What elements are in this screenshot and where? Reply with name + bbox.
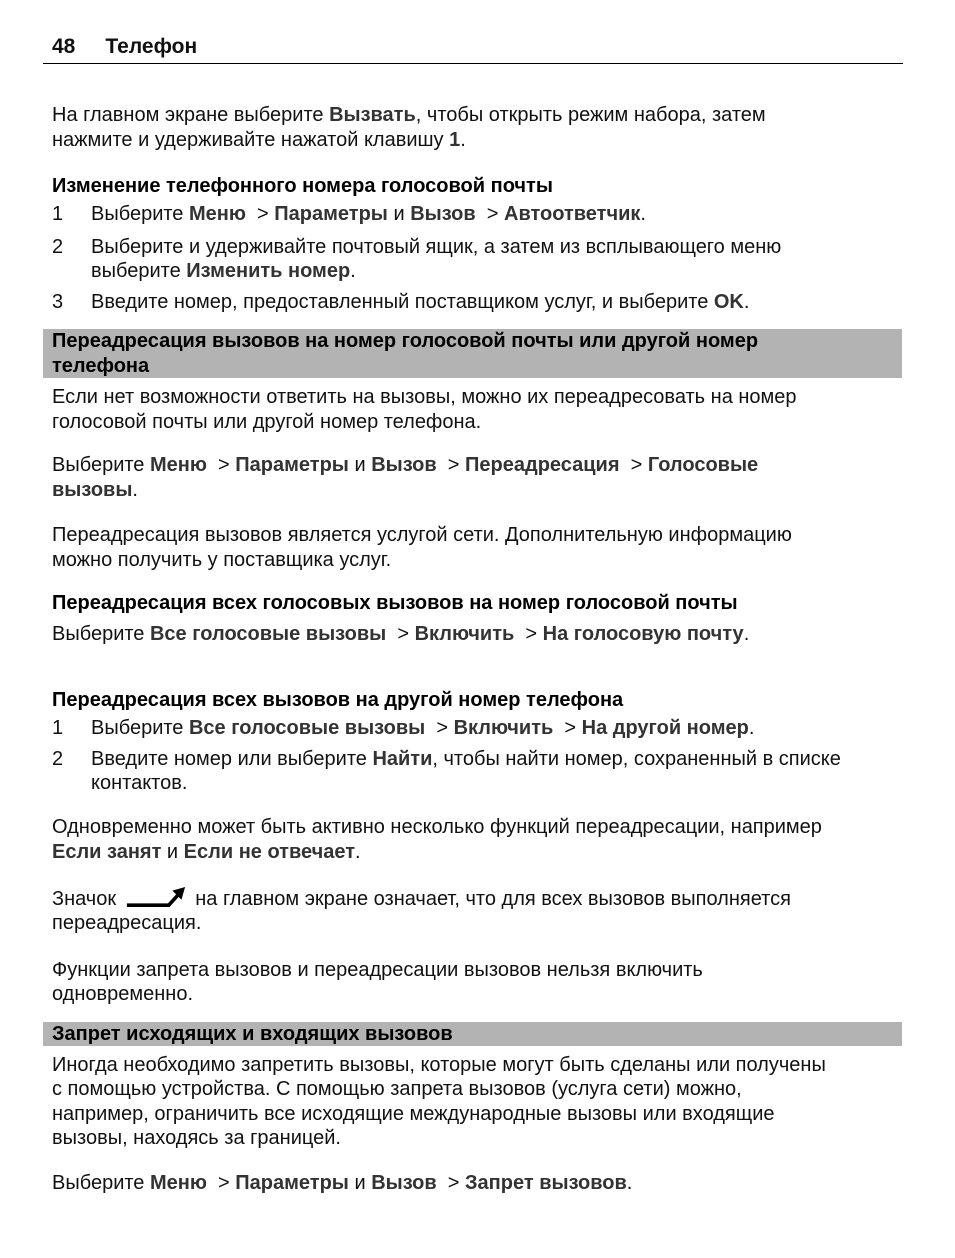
text-line (52, 103, 902, 128)
menu-path-term: OK (713, 291, 744, 313)
menu-path-term: 1 (449, 128, 461, 151)
menu-path-term: Вызов (410, 202, 476, 225)
text-line (52, 688, 902, 713)
list-number: 1 (52, 202, 64, 225)
text-line (52, 523, 902, 548)
menu-path-term: Все голосовые вызовы (188, 716, 426, 739)
menu-path-term: Параметры (274, 202, 388, 225)
menu-path-term: Параметры (235, 454, 349, 476)
text: . (743, 622, 750, 645)
text-line (91, 747, 902, 772)
text: голосовой почты или другой номер телефона. (52, 410, 482, 433)
list-item (52, 716, 902, 741)
text: > (436, 1171, 466, 1194)
text: > (619, 454, 648, 476)
text: . (460, 128, 466, 151)
text: . (350, 260, 356, 282)
text: > (553, 716, 582, 739)
text: . (355, 840, 361, 863)
list-item (52, 290, 902, 315)
text: Одновременно может быть активно несколько функций переадресации, например (52, 816, 822, 838)
text-line (52, 174, 902, 199)
text: можно получить у поставщика услуг. (52, 548, 392, 571)
header-rule (43, 63, 903, 64)
subheading (52, 688, 902, 713)
section-heading (43, 1022, 902, 1047)
menu-path-term: Голосовые (647, 454, 759, 476)
text: вызовы, находясь за границей. (52, 1127, 341, 1149)
text-line (52, 591, 902, 616)
call-forward-icon (122, 887, 190, 907)
menu-path-term: Меню (149, 1171, 207, 1194)
text-line (52, 982, 902, 1007)
text-line (52, 958, 902, 983)
text-line (52, 453, 902, 478)
text: телефона (52, 354, 150, 377)
text: > (386, 622, 415, 645)
paragraph (52, 453, 902, 502)
list-number: 1 (52, 716, 64, 739)
text: контактов. (91, 772, 188, 794)
text-line (91, 716, 902, 741)
list-item-text (91, 716, 902, 741)
section-heading (43, 329, 902, 378)
text: Переадресация всех голосовых вызовов на номер голосовой почты (52, 591, 738, 614)
menu-path-term: Если не отвечает (183, 840, 356, 863)
paragraph (52, 622, 902, 647)
text: и (161, 840, 184, 863)
menu-path-term: На другой номер (581, 716, 749, 739)
menu-path-term: Включить (453, 716, 554, 739)
text: переадресация. (52, 912, 202, 934)
text: Выберите (91, 202, 189, 225)
text: Выберите и удерживайте почтовый ящик, а затем из всплывающего меню (91, 235, 782, 258)
text: Переадресация вызовов на номер голосовой почты или другой номер (52, 330, 759, 352)
text: например, ограничить все исходящие международные вызовы или входящие (52, 1102, 775, 1125)
text: Выберите (52, 1171, 150, 1194)
paragraph (52, 958, 902, 1007)
text: > (436, 454, 466, 476)
text-line (52, 1053, 902, 1078)
text-line (52, 1171, 902, 1196)
text: , чтобы найти номер, сохраненный в списке (432, 747, 841, 770)
menu-path-term: На голосовую почту (542, 622, 744, 645)
subheading (52, 591, 902, 616)
menu-path-term: Изменить номер (186, 260, 351, 282)
text-line (52, 410, 902, 435)
text-line (52, 887, 902, 912)
menu-path-term: Запрет вызовов (465, 1171, 627, 1194)
text-line (52, 622, 902, 647)
text: Если нет возможности ответить на вызовы, можно их переадресовать на номер (52, 386, 797, 408)
text: Выберите (52, 454, 150, 476)
text-line (52, 815, 902, 840)
text: и (348, 1171, 372, 1194)
paragraph (52, 385, 902, 434)
text-line (52, 1077, 902, 1102)
paragraph (52, 815, 902, 864)
paragraph (52, 887, 902, 936)
text-line (91, 202, 902, 227)
text-line (52, 478, 902, 503)
list-item (52, 235, 902, 284)
list-item-text (91, 202, 902, 227)
text: . (748, 716, 755, 739)
paragraph (52, 1053, 902, 1151)
text-line (52, 354, 902, 379)
text: и (348, 454, 372, 476)
text: > (206, 454, 236, 476)
text-line (52, 1102, 902, 1127)
text-line (52, 1022, 902, 1047)
list-number: 2 (52, 747, 64, 770)
text-line (52, 1126, 902, 1151)
text: . (640, 202, 646, 225)
list-item-text (91, 747, 902, 796)
menu-path-term: Меню (188, 202, 246, 225)
menu-path-term: Меню (149, 454, 207, 476)
menu-path-term: Вызов (371, 454, 437, 476)
subheading (52, 174, 902, 199)
text: Переадресация вызовов является услугой сети. Дополнительную информацию (52, 524, 792, 546)
text: > (425, 716, 454, 739)
paragraph (52, 103, 902, 152)
text: Иногда необходимо запретить вызовы, которые могут быть сделаны или получены (52, 1053, 826, 1076)
text: > (514, 622, 543, 645)
menu-path-term: Включить (414, 622, 515, 645)
menu-path-term: Вызвать (329, 104, 416, 126)
text-line (91, 235, 902, 260)
text-line (91, 259, 902, 284)
text: Выберите (52, 622, 150, 645)
text: Переадресация всех вызовов на другой номер телефона (52, 688, 624, 711)
text: и (387, 202, 411, 225)
text: . (743, 291, 750, 313)
text: Запрет исходящих и входящих вызовов (52, 1022, 453, 1045)
text: > (206, 1171, 236, 1194)
text: Выберите (91, 716, 189, 739)
text-line (91, 290, 902, 315)
text: > (245, 202, 275, 225)
text: нажмите и удерживайте нажатой клавишу (52, 128, 450, 151)
menu-path-term: Вызов (371, 1171, 437, 1194)
text-line (52, 385, 902, 410)
list-item (52, 747, 902, 796)
list-item-text (91, 290, 902, 315)
text: На главном экране выберите (52, 104, 330, 126)
menu-path-term: Найти (372, 747, 433, 770)
text-line (52, 548, 902, 573)
text: , чтобы открыть режим набора, затем (415, 104, 766, 126)
text: на главном экране означает, что для всех вызовов выполняется (189, 887, 791, 910)
paragraph (52, 1171, 902, 1196)
text: > (475, 202, 505, 225)
menu-path-term: Автоответчик (504, 202, 641, 225)
text-line (52, 329, 902, 354)
list-item-text (91, 235, 902, 284)
text: . (132, 478, 138, 501)
page-header (52, 35, 197, 59)
menu-path-term: Если занят (52, 840, 162, 863)
text: Введите номер, предоставленный поставщиком услуг, и выберите (91, 291, 714, 313)
text-line (52, 128, 902, 153)
text: Введите номер или выберите (91, 747, 373, 770)
page-number: 48 (52, 35, 76, 58)
list-item (52, 202, 902, 227)
text: Функции запрета вызовов и переадресации вызовов нельзя включить (52, 958, 703, 981)
text: . (626, 1171, 633, 1194)
menu-path-term: Переадресация (465, 454, 620, 476)
menu-path-term: Параметры (235, 1171, 349, 1194)
text-line (52, 840, 902, 865)
text: выберите (91, 260, 187, 282)
text: Значок (52, 887, 122, 910)
text: с помощью устройства. С помощью запрета вызовов (услуга сети) можно, (52, 1078, 742, 1100)
text: Изменение телефонного номера голосовой почты (52, 175, 553, 197)
list-number: 3 (52, 291, 64, 313)
text-line (52, 911, 902, 936)
document-body (52, 103, 902, 1195)
text-line (91, 771, 902, 796)
section-title: Телефон (105, 35, 198, 58)
paragraph (52, 523, 902, 572)
menu-path-term: Все голосовые вызовы (149, 622, 387, 645)
text: одновременно. (52, 983, 194, 1005)
menu-path-term: вызовы (52, 478, 133, 501)
list-number: 2 (52, 235, 64, 258)
